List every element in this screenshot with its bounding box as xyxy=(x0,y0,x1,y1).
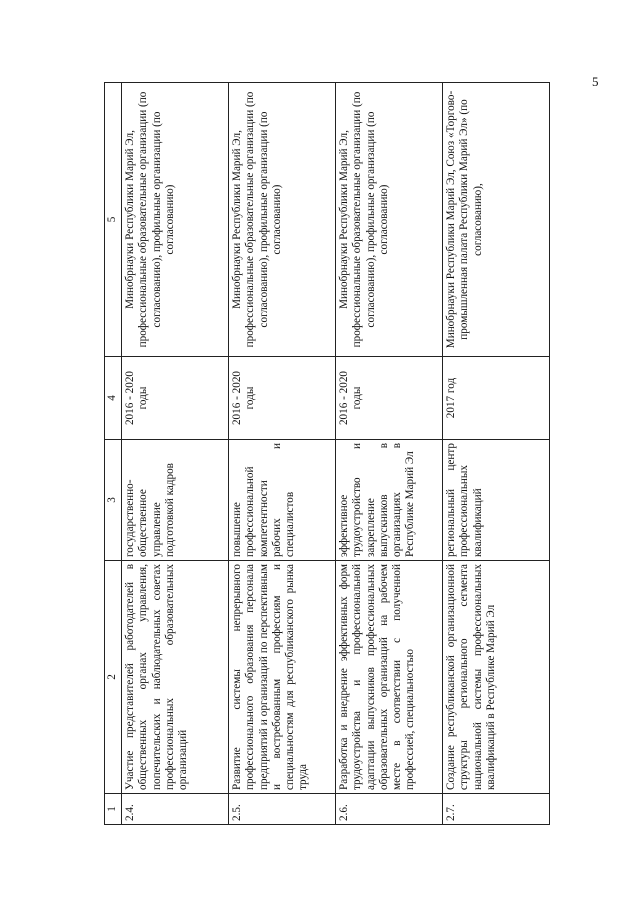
row-number: 2.6. xyxy=(336,794,443,825)
activity-cell: Развитие системы непрерывного профессионального образования персонала предприятий и организаций по перспективным и востребованным профессиям и специальностям для республиканского рынка труда xyxy=(229,561,336,794)
header-col-1: 1 xyxy=(105,794,122,825)
table-row xyxy=(229,83,336,825)
header-col-5: 5 xyxy=(105,83,122,357)
row-number: 2.5. xyxy=(229,794,336,825)
result-cell: эффективное трудоустройство и закрепление выпускников в организациях в Республике Марий Эл xyxy=(336,440,443,561)
measures-table xyxy=(104,82,550,825)
header-col-4: 4 xyxy=(105,357,122,440)
activity-cell: Разработка и внедрение эффективных форм трудоустройства и профессиональной адаптации выпускников профессиональных образовательных организаций на рабочем месте в соответствии с полученной профессией, специальностью xyxy=(336,561,443,794)
executor-cell: Минобрнауки Республики Марий Эл, профессиональные образовательные организации (по согласованию), профильные организации (по согласованию) xyxy=(229,83,336,357)
table-row xyxy=(122,83,229,825)
page-number: 5 xyxy=(592,74,599,89)
executor-cell: Минобрнауки Республики Марий Эл, профессиональные образовательные организации (по согласованию), профильные организации (по согласованию) xyxy=(122,83,229,357)
row-number: 2.7. xyxy=(443,794,550,825)
period-cell: 2016 - 2020 годы xyxy=(229,357,336,440)
activity-cell: Участие представителей работодателей в общественных органах управления, попечительских и наблюдательных советах профессиональных образовательных организаций xyxy=(122,561,229,794)
executor-cell: Минобрнауки Республики Марий Эл, профессиональные образовательные организации (по согласованию), профильные организации (по согласованию) xyxy=(336,83,443,357)
table-row xyxy=(336,83,443,825)
period-cell: 2017 год xyxy=(443,357,550,440)
header-col-3: 3 xyxy=(105,440,122,561)
executor-cell: Минобрнауки Республики Марий Эл, Союз «Торгово-промышленная палата Республики Марий Эл» (по согласованию), xyxy=(443,83,550,357)
header-col-2: 2 xyxy=(105,561,122,794)
table-header-row xyxy=(105,83,122,825)
result-cell: региональный центр профессиональных квалификаций xyxy=(443,440,550,561)
result-cell: повышение профессиональной компетентности рабочих и специалистов xyxy=(229,440,336,561)
row-number: 2.4. xyxy=(122,794,229,825)
result-cell: государственно-общественное управление подготовкой кадров xyxy=(122,440,229,561)
period-cell: 2016 - 2020 годы xyxy=(336,357,443,440)
activity-cell: Создание республиканской организационной структуры регионального сегмента национальной системы профессиональных квалификаций в Республике Марий Эл xyxy=(443,561,550,794)
period-cell: 2016 - 2020 годы xyxy=(122,357,229,440)
table-row xyxy=(443,83,550,825)
